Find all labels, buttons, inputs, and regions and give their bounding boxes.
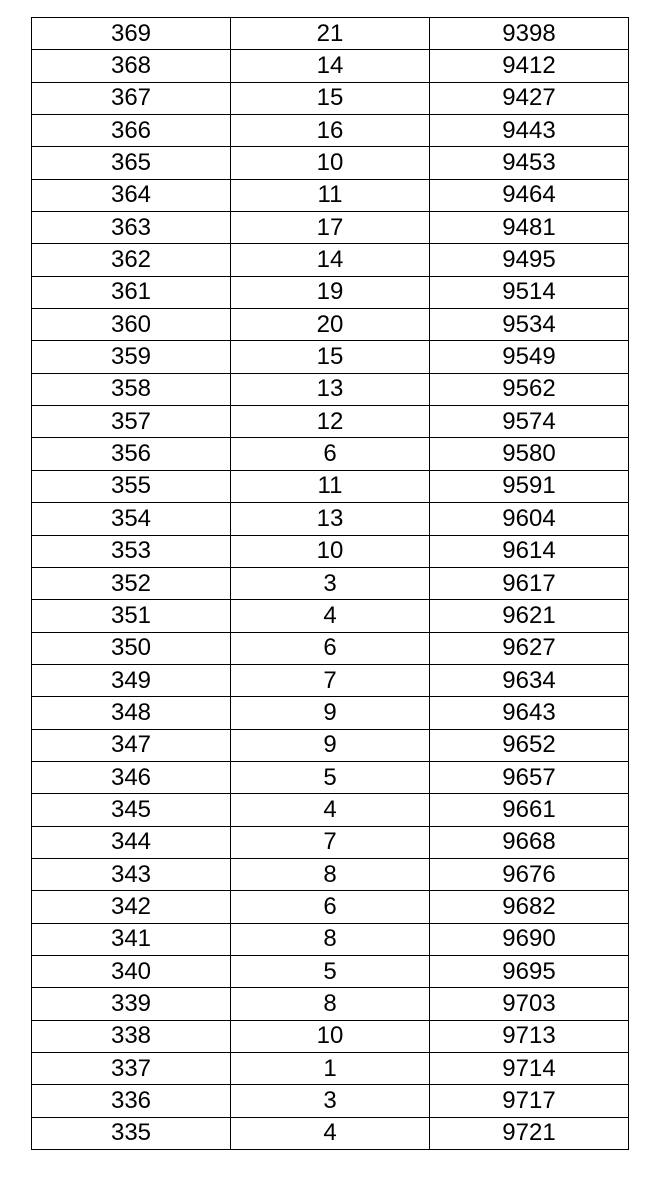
count-cell: 8: [231, 923, 430, 955]
count-cell: 15: [231, 82, 430, 114]
score-table: [31, 17, 629, 1150]
count-cell: 3: [231, 567, 430, 599]
count-cell: 13: [231, 503, 430, 535]
cumulative-cell: 9643: [430, 697, 629, 729]
score-cell: 337: [32, 1053, 231, 1085]
score-cell: 359: [32, 341, 231, 373]
cumulative-cell: 9534: [430, 309, 629, 341]
cumulative-cell: 9580: [430, 438, 629, 470]
cumulative-cell: 9481: [430, 212, 629, 244]
cumulative-cell: 9398: [430, 18, 629, 50]
count-cell: 8: [231, 988, 430, 1020]
score-cell: 348: [32, 697, 231, 729]
count-cell: 6: [231, 891, 430, 923]
count-cell: 13: [231, 373, 430, 405]
count-cell: 16: [231, 115, 430, 147]
count-cell: 10: [231, 1020, 430, 1052]
cumulative-cell: 9621: [430, 600, 629, 632]
cumulative-cell: 9657: [430, 761, 629, 793]
table-row: [32, 664, 629, 696]
score-cell: 342: [32, 891, 231, 923]
table-row: [32, 406, 629, 438]
table-row: [32, 18, 629, 50]
score-cell: 347: [32, 729, 231, 761]
table-row: [32, 147, 629, 179]
table-row: [32, 82, 629, 114]
score-cell: 350: [32, 632, 231, 664]
score-cell: 354: [32, 503, 231, 535]
count-cell: 7: [231, 664, 430, 696]
count-cell: 14: [231, 50, 430, 82]
table-row: [32, 373, 629, 405]
table-row: [32, 697, 629, 729]
cumulative-cell: 9617: [430, 567, 629, 599]
cumulative-cell: 9717: [430, 1085, 629, 1117]
table-row: [32, 535, 629, 567]
score-cell: 343: [32, 858, 231, 890]
score-cell: 335: [32, 1117, 231, 1149]
table-row: [32, 1020, 629, 1052]
count-cell: 4: [231, 600, 430, 632]
count-cell: 14: [231, 244, 430, 276]
count-cell: 4: [231, 794, 430, 826]
table-row: [32, 600, 629, 632]
cumulative-cell: 9514: [430, 276, 629, 308]
table-row: [32, 761, 629, 793]
count-cell: 15: [231, 341, 430, 373]
count-cell: 6: [231, 438, 430, 470]
cumulative-cell: 9604: [430, 503, 629, 535]
table-row: [32, 891, 629, 923]
count-cell: 19: [231, 276, 430, 308]
score-cell: 360: [32, 309, 231, 341]
table-row: [32, 212, 629, 244]
table-row: [32, 50, 629, 82]
table-row: [32, 794, 629, 826]
cumulative-cell: 9591: [430, 470, 629, 502]
cumulative-cell: 9495: [430, 244, 629, 276]
table-row: [32, 567, 629, 599]
table-body: [32, 18, 629, 1150]
table-row: [32, 955, 629, 987]
score-cell: 356: [32, 438, 231, 470]
score-cell: 345: [32, 794, 231, 826]
table-row: [32, 826, 629, 858]
score-cell: 363: [32, 212, 231, 244]
cumulative-cell: 9627: [430, 632, 629, 664]
cumulative-cell: 9614: [430, 535, 629, 567]
cumulative-cell: 9549: [430, 341, 629, 373]
table-row: [32, 470, 629, 502]
cumulative-cell: 9574: [430, 406, 629, 438]
score-cell: 367: [32, 82, 231, 114]
cumulative-cell: 9682: [430, 891, 629, 923]
cumulative-cell: 9427: [430, 82, 629, 114]
table-row: [32, 1117, 629, 1149]
score-cell: 352: [32, 567, 231, 599]
count-cell: 1: [231, 1053, 430, 1085]
count-cell: 7: [231, 826, 430, 858]
score-cell: 366: [32, 115, 231, 147]
score-cell: 362: [32, 244, 231, 276]
score-cell: 340: [32, 955, 231, 987]
cumulative-cell: 9412: [430, 50, 629, 82]
score-cell: 355: [32, 470, 231, 502]
table-row: [32, 309, 629, 341]
cumulative-cell: 9695: [430, 955, 629, 987]
table-row: [32, 858, 629, 890]
score-cell: 351: [32, 600, 231, 632]
cumulative-cell: 9661: [430, 794, 629, 826]
cumulative-cell: 9634: [430, 664, 629, 696]
cumulative-cell: 9562: [430, 373, 629, 405]
count-cell: 8: [231, 858, 430, 890]
score-cell: 346: [32, 761, 231, 793]
table-row: [32, 341, 629, 373]
cumulative-cell: 9464: [430, 179, 629, 211]
cumulative-cell: 9652: [430, 729, 629, 761]
count-cell: 3: [231, 1085, 430, 1117]
cumulative-cell: 9676: [430, 858, 629, 890]
count-cell: 17: [231, 212, 430, 244]
cumulative-cell: 9690: [430, 923, 629, 955]
table-row: [32, 923, 629, 955]
cumulative-cell: 9721: [430, 1117, 629, 1149]
count-cell: 20: [231, 309, 430, 341]
count-cell: 9: [231, 729, 430, 761]
count-cell: 5: [231, 955, 430, 987]
score-cell: 357: [32, 406, 231, 438]
table-row: [32, 632, 629, 664]
count-cell: 4: [231, 1117, 430, 1149]
score-cell: 338: [32, 1020, 231, 1052]
cumulative-cell: 9703: [430, 988, 629, 1020]
score-cell: 364: [32, 179, 231, 211]
score-cell: 344: [32, 826, 231, 858]
score-cell: 353: [32, 535, 231, 567]
table-row: [32, 1053, 629, 1085]
count-cell: 5: [231, 761, 430, 793]
cumulative-cell: 9453: [430, 147, 629, 179]
table-row: [32, 276, 629, 308]
cumulative-cell: 9714: [430, 1053, 629, 1085]
score-cell: 369: [32, 18, 231, 50]
count-cell: 11: [231, 179, 430, 211]
table-row: [32, 115, 629, 147]
score-cell: 358: [32, 373, 231, 405]
score-cell: 341: [32, 923, 231, 955]
count-cell: 6: [231, 632, 430, 664]
score-cell: 339: [32, 988, 231, 1020]
score-cell: 349: [32, 664, 231, 696]
table-row: [32, 988, 629, 1020]
count-cell: 21: [231, 18, 430, 50]
table-row: [32, 503, 629, 535]
table-row: [32, 729, 629, 761]
count-cell: 10: [231, 535, 430, 567]
score-cell: 365: [32, 147, 231, 179]
cumulative-cell: 9713: [430, 1020, 629, 1052]
count-cell: 11: [231, 470, 430, 502]
table-row: [32, 179, 629, 211]
cumulative-cell: 9668: [430, 826, 629, 858]
count-cell: 9: [231, 697, 430, 729]
count-cell: 10: [231, 147, 430, 179]
score-cell: 361: [32, 276, 231, 308]
score-cell: 336: [32, 1085, 231, 1117]
table-row: [32, 244, 629, 276]
table-row: [32, 1085, 629, 1117]
table-row: [32, 438, 629, 470]
score-cell: 368: [32, 50, 231, 82]
cumulative-cell: 9443: [430, 115, 629, 147]
count-cell: 12: [231, 406, 430, 438]
